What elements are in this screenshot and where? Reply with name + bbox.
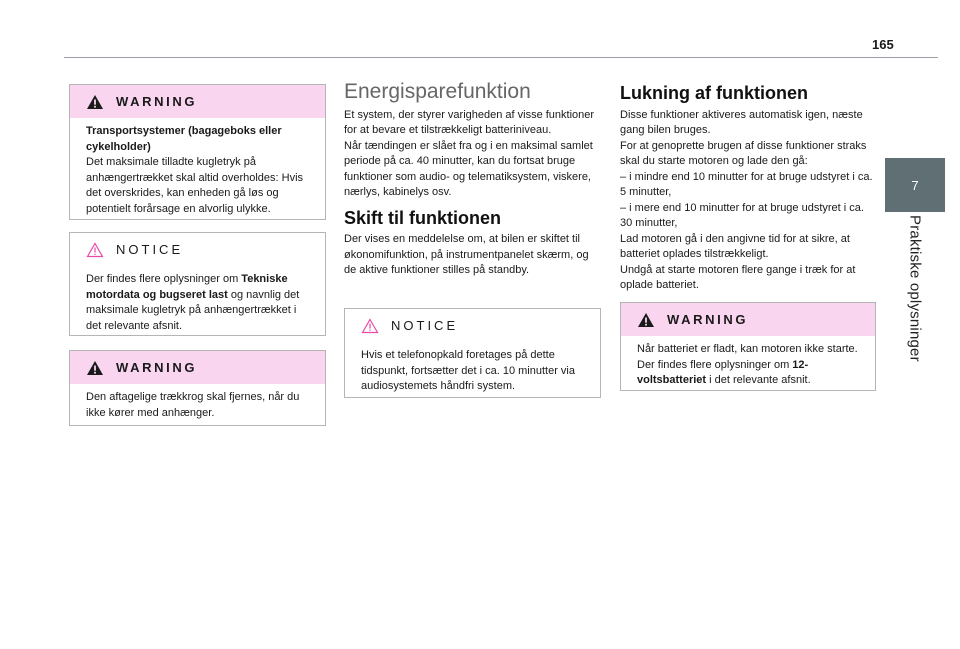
warning-bold-link: 12-voltsbatteriet: [637, 358, 809, 386]
warning-box-transport: [69, 84, 326, 220]
notice-title: NOTICE: [391, 318, 459, 333]
warning-icon: [637, 312, 655, 328]
warning-text: Den aftagelige trækkrog skal fjernes, når du ikke kører med anhænger.: [86, 391, 300, 419]
warning-text: Det maksimale tilladte kugletryk på anhængertrækket skal altid overholdes: Hvis det overskrides, kan enheden gå løs og potentielt forårsage en alvorlig ulykke.: [86, 156, 304, 215]
warning-icon: [86, 94, 104, 110]
warning-body: [70, 384, 325, 429]
chapter-number: 7: [911, 177, 919, 193]
notice-icon: [361, 318, 379, 334]
notice-text-after: og navnlig det maksimale kugletryk på anhængertrækket i det relevante afsnit.: [86, 288, 300, 332]
page-number: 165: [872, 37, 894, 52]
notice-body: [345, 342, 600, 403]
warning-header: [70, 351, 325, 384]
warning-title: WARNING: [116, 360, 198, 375]
section-heading-exit: Lukning af funktionen: [620, 83, 808, 103]
warning-body: [70, 118, 325, 225]
chapter-title: Praktiske oplysninger: [906, 215, 924, 362]
notice-title: NOTICE: [116, 242, 184, 257]
paragraph: Når tændingen er slået fra og i en maksimal samlet periode på ca. 40 minutter, kan du fortsat bruge funktioner som audio- og telematiksystem, viskere, nærlys, kabinelys osv.: [344, 139, 593, 198]
notice-box-tech-data: [69, 232, 326, 336]
notice-bold-link: Tekniske motordata og bugseret last: [86, 273, 288, 301]
warning-text: Når batteriet er fladt, kan motoren ikke starte.: [637, 343, 858, 355]
notice-body: [70, 266, 325, 342]
paragraph: Der vises en meddelelse om, at bilen er skiftet til økonomifunktion, på instrumentpanelet skærm, og de aktive funktioner stilles på standby.: [344, 233, 589, 276]
notice-header: [345, 309, 600, 342]
section-heading-energy: Energisparefunktion: [344, 80, 531, 103]
column-energy-saving: [344, 80, 600, 279]
column-exit-function: [620, 83, 876, 294]
list-item: – i mindre end 10 minutter for at bruge udstyret i ca. 5 minutter,: [620, 170, 873, 198]
warning-box-towbar: [69, 350, 326, 426]
warning-text: i det relevante afsnit.: [706, 374, 811, 386]
paragraph: For at genoprette brugen af disse funktioner straks skal du starte motoren og lade den gå:: [620, 139, 867, 167]
paragraph: Disse funktioner aktiveres automatisk igen, næste gang bilen bruges.: [620, 108, 863, 136]
notice-header: [70, 233, 325, 266]
warning-body: [621, 336, 875, 397]
section-heading-switch: Skift til funktionen: [344, 207, 501, 228]
paragraph: Et system, der styrer varigheden af visse funktioner for at bevare et tilstrækkeligt batteriniveau.: [344, 108, 595, 136]
warning-title: WARNING: [116, 94, 198, 109]
warning-text: Der findes flere oplysninger om: [637, 358, 793, 371]
chapter-tab[interactable]: [885, 158, 945, 212]
warning-header: [70, 85, 325, 118]
notice-text: Hvis et telefonopkald foretages på dette tidspunkt, fortsætter det i ca. 10 minutter via audiosystemets håndfri system.: [361, 349, 575, 392]
warning-icon: [86, 360, 104, 376]
notice-icon: [86, 242, 104, 258]
notice-text-before: Der findes flere oplysninger om: [86, 273, 242, 285]
warning-box-battery: [620, 302, 876, 391]
notice-box-phone: [344, 308, 601, 398]
warning-title: WARNING: [667, 312, 749, 327]
warning-header: [621, 303, 875, 336]
chapter-label: [903, 215, 927, 375]
warning-bold-lead: Transportsystemer (bagageboks eller cykelholder): [86, 125, 282, 153]
list-item: – i mere end 10 minutter for at bruge udstyret i ca. 30 minutter,: [620, 201, 864, 229]
paragraph: Lad motoren gå i den angivne tid for at sikre, at batteriet oplades tilstrækkeligt.: [620, 232, 850, 260]
paragraph: Undgå at starte motoren flere gange i træk for at oplade batteriet.: [620, 263, 856, 291]
header-rule: [64, 57, 938, 58]
